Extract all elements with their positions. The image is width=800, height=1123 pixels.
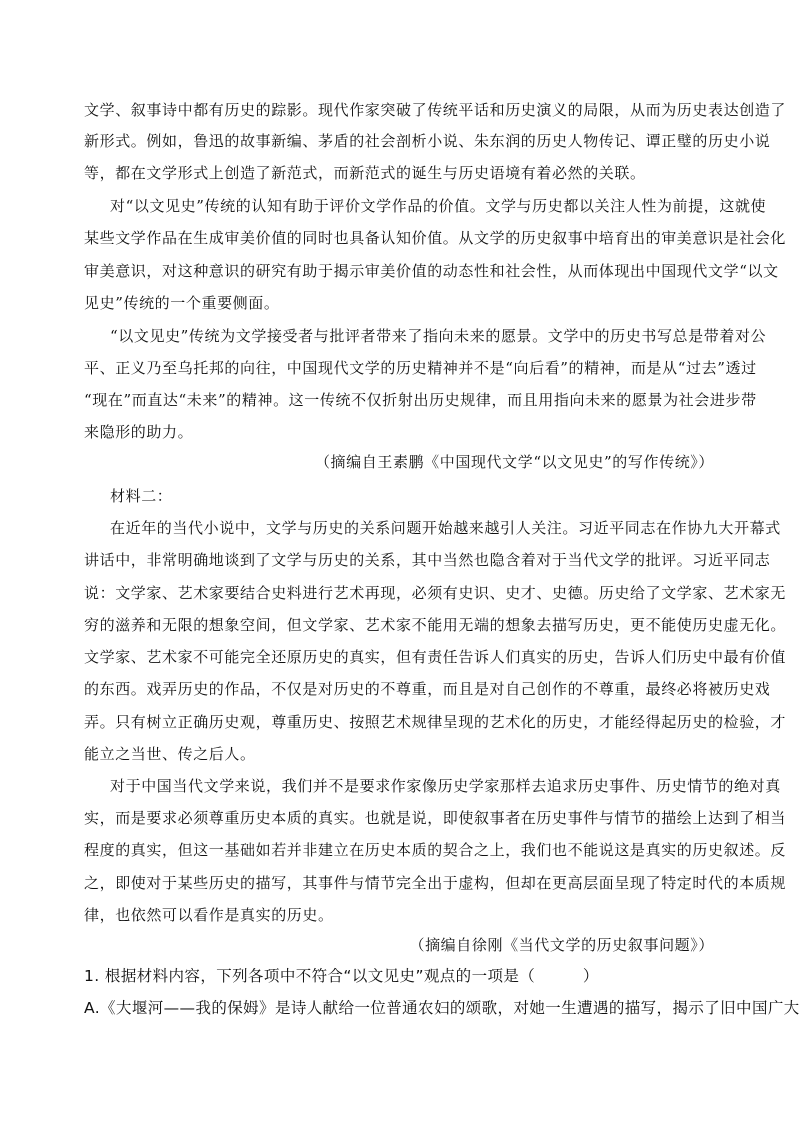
- text-line: 讲话中，非常明确地谈到了文学与历史的关系，其中当然也隐含着对于当代文学的批评。习近平同志: [84, 551, 771, 569]
- text-line: 在近年的当代小说中，文学与历史的关系问题开始越来越引人关注。习近平同志在作协九大开幕式: [110, 519, 781, 537]
- section-label: 材料二：: [110, 487, 173, 505]
- text-line: “以文见史”传统为文学接受者与批评者带来了指向未来的愿景。文学中的历史书写总是带着对公: [110, 327, 767, 345]
- text-line: 能立之当世、传之后人。: [84, 745, 256, 763]
- text-line: 某些文学作品在生成审美价值的同时也具备认知价值。从文学的历史叙事中培育出的审美意识是社会化: [84, 229, 787, 247]
- text-line: 见史”传统的一个重要侧面。: [84, 294, 280, 312]
- question-stem: 1. 根据材料内容，下列各项中不符合“以文见史”观点的一项是（ ）: [84, 967, 599, 985]
- text-line: 之，即使对于某些历史的描写，其事件与情节完全出于虚构，但却在更高层面呈现了特定时代的本质规: [84, 874, 787, 892]
- text-line: 实，而是要求必须尊重历史本质的真实。也就是说，即使叙事者在历史事件与情节的描绘上达到了相当: [84, 809, 787, 827]
- text-line: 来隐形的助力。: [84, 423, 194, 441]
- text-line: “现在”而直达“未来”的精神。这一传统不仅折射出历史规律，而且用指向未来的愿景为社会进步带: [84, 391, 757, 409]
- text-line: 文学、叙事诗中都有历史的踪影。现代作家突破了传统平话和历史演义的局限，从而为历史表达创造了: [84, 101, 787, 119]
- text-line: 说：文学家、艺术家要结合史料进行艺术再现，必须有史识、史才、史德。历史给了文学家、艺术家无: [84, 584, 787, 602]
- text-line: 弄。只有树立正确历史观，尊重历史、按照艺术规律呈现的艺术化的历史，才能经得起历史的检验，才: [84, 713, 787, 731]
- source-citation: （摘编自王素鹏《中国现代文学“以文见史”的写作传统》）: [314, 453, 714, 471]
- text-line: 对“以文见史”传统的认知有助于评价文学作品的价值。文学与历史都以关注人性为前提，这就使: [110, 197, 767, 215]
- text-line: 的东西。戏弄历史的作品，不仅是对历史的不尊重，而且是对自己创作的不尊重，最终必将被历史戏: [84, 680, 771, 698]
- text-line: 新形式。例如，鲁迅的故事新编、茅盾的社会剖析小说、朱东润的历史人物传记、谭正璧的历史小说: [84, 132, 771, 150]
- text-line: 律，也依然可以看作是真实的历史。: [84, 906, 334, 924]
- text-line: 等，都在文学形式上创造了新范式，而新范式的诞生与历史语境有着必然的关联。: [84, 164, 646, 182]
- text-line: 平、正义乃至乌托邦的向往，中国现代文学的历史精神并不是“向后看”的精神，而是从“过去”透过: [84, 359, 757, 377]
- text-line: 穷的滋养和无限的想象空间，但文学家、艺术家不能用无端的想象去描写历史，更不能使历史虚无化。: [84, 616, 787, 634]
- text-line: 程度的真实，但这一基础如若并非建立在历史本质的契合之上，我们也不能说这是真实的历史叙述。反: [84, 841, 787, 859]
- source-citation: （摘编自徐刚《当代文学的历史叙事问题》）: [409, 936, 714, 954]
- question-option-a: A.《大堰河——我的保姆》是诗人献给一位普通农妇的颂歌，对她一生遭遇的描写，揭示了旧中国广大: [84, 999, 800, 1017]
- text-line: 对于中国当代文学来说，我们并不是要求作家像历史学家那样去追求历史事件、历史情节的绝对真: [110, 777, 781, 795]
- text-line: 审美意识，对这种意识的研究有助于揭示审美价值的动态性和社会性，从而体现出中国现代文学“以文: [84, 262, 779, 280]
- text-line: 文学家、艺术家不可能完全还原历史的真实，但有责任告诉人们真实的历史，告诉人们历史中最有价值: [84, 648, 787, 666]
